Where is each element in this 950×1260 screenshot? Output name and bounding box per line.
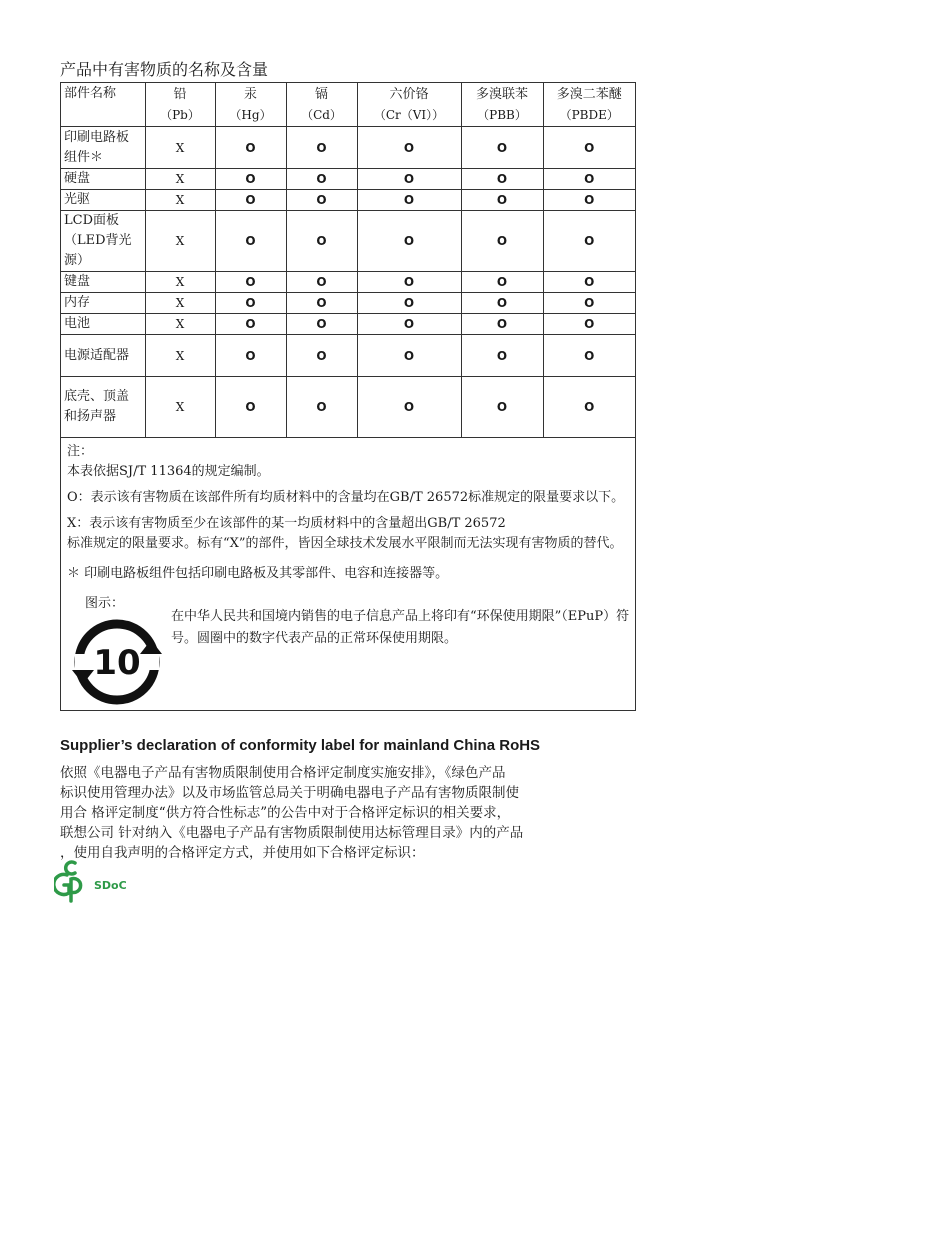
table-row: [61, 314, 635, 335]
value-cell: X: [145, 377, 215, 438]
column-header-pbb: [461, 83, 543, 127]
notes-x-meaning-line2: 标准规定的限量要求。标有“X”的部件，皆因全球技术发展水平限制而无法实现有害物质的替代。: [67, 536, 623, 551]
value-cell: O: [461, 127, 543, 169]
sdoc-logo-icon: [54, 858, 134, 904]
column-symbol: （Hg）: [229, 107, 272, 122]
notes-o-meaning: O：表示该有害物质在该部件所有均质材料中的含量均在GB/T 26572标准规定的限量要求以下。: [67, 490, 625, 505]
value-cell: X: [145, 127, 215, 169]
table-row: [61, 127, 635, 169]
value-cell: O: [286, 314, 357, 335]
supplier-line: 用合 格评定制度“供方符合性标志”的公告中对于合格评定标识的相关要求，: [60, 805, 511, 821]
value-cell: O: [357, 169, 461, 190]
value-cell: O: [286, 211, 357, 272]
hazardous-substance-table: [61, 83, 635, 437]
value-cell: O: [543, 272, 635, 293]
value-cell: O: [461, 335, 543, 377]
value-cell: O: [543, 377, 635, 438]
value-cell: O: [215, 314, 286, 335]
column-name: 六价铬: [389, 86, 429, 102]
value-cell: O: [357, 335, 461, 377]
rohs-frame: [60, 82, 636, 711]
value-cell: O: [357, 211, 461, 272]
table-title: 产品中有害物质的名称及含量: [60, 60, 269, 79]
value-cell: O: [357, 190, 461, 211]
component-name: 光驱: [61, 190, 145, 211]
column-header-hg: [215, 83, 286, 127]
value-cell: O: [357, 377, 461, 438]
value-cell: O: [543, 169, 635, 190]
column-symbol: （Cr（VI））: [373, 107, 445, 122]
component-name: 印刷电路板组件＊: [61, 127, 145, 169]
column-name: 铅: [173, 86, 187, 102]
epup-arrow-right: [140, 640, 162, 654]
column-header-cd: [286, 83, 357, 127]
value-cell: O: [357, 314, 461, 335]
table-header-row: [61, 83, 635, 127]
rohs-section: [60, 58, 636, 711]
component-name: 底壳、顶盖和扬声器: [61, 377, 145, 438]
value-cell: O: [461, 272, 543, 293]
sdoc-p-stroke: [71, 879, 81, 902]
component-name: 电源适配器: [61, 335, 145, 377]
column-symbol: （Pb）: [160, 107, 200, 122]
value-cell: O: [461, 293, 543, 314]
component-name: LCD面板（LED背光源）: [61, 211, 145, 272]
component-name: 键盘: [61, 272, 145, 293]
notes-section: [61, 437, 635, 710]
table-row: [61, 211, 635, 272]
value-cell: X: [145, 211, 215, 272]
value-cell: X: [145, 190, 215, 211]
component-header: 部件名称: [61, 83, 145, 127]
column-name: 多溴联苯: [475, 86, 528, 102]
value-cell: O: [461, 211, 543, 272]
column-name: 镉: [314, 86, 328, 102]
value-cell: X: [145, 314, 215, 335]
supplier-heading: Supplier’s declaration of conformity label for mainland China RoHS: [60, 737, 541, 754]
column-header-pbde: [543, 83, 635, 127]
value-cell: O: [286, 293, 357, 314]
value-cell: O: [357, 293, 461, 314]
value-cell: O: [461, 190, 543, 211]
column-symbol: （Cd）: [301, 107, 342, 122]
value-cell: O: [215, 211, 286, 272]
notes-standard: 本表依据SJ/T 11364的规定编制。: [67, 464, 270, 479]
sdoc-c-stroke: [66, 862, 75, 874]
epup-number: 10: [93, 643, 141, 683]
table-row: [61, 272, 635, 293]
value-cell: O: [543, 293, 635, 314]
value-cell: O: [461, 314, 543, 335]
value-cell: X: [145, 169, 215, 190]
supplier-line: ，使用自我声明的合格评定方式，并使用如下合格评定标识：: [60, 845, 425, 861]
value-cell: O: [215, 335, 286, 377]
value-cell: O: [286, 335, 357, 377]
sdoc-mark: [54, 862, 81, 901]
figure-label: 图示：: [85, 596, 125, 611]
supplier-section: [60, 735, 620, 863]
value-cell: O: [357, 272, 461, 293]
table-row: [61, 377, 635, 438]
table-row: [61, 293, 635, 314]
value-cell: X: [145, 272, 215, 293]
value-cell: X: [145, 293, 215, 314]
value-cell: O: [215, 272, 286, 293]
value-cell: O: [215, 169, 286, 190]
sdoc-text: SDoC: [94, 879, 127, 892]
supplier-line: 依照《电器电子产品有害物质限制使用合格评定制度实施安排》，《绿色产品: [60, 765, 506, 781]
notes-x-meaning-line1: X：表示该有害物质至少在该部件的某一均质材料中的含量超出GB/T 26572: [67, 516, 506, 531]
column-symbol: （PBB）: [477, 107, 527, 122]
column-header-pb: [145, 83, 215, 127]
value-cell: O: [543, 127, 635, 169]
epup-figure: [67, 594, 629, 702]
table-row: [61, 190, 635, 211]
value-cell: O: [543, 190, 635, 211]
value-cell: O: [286, 127, 357, 169]
value-cell: O: [215, 127, 286, 169]
value-cell: O: [286, 377, 357, 438]
value-cell: O: [286, 169, 357, 190]
sdoc-g-stroke: [54, 874, 69, 894]
value-cell: O: [543, 314, 635, 335]
value-cell: O: [357, 127, 461, 169]
value-cell: O: [215, 293, 286, 314]
component-name: 内存: [61, 293, 145, 314]
value-cell: O: [461, 377, 543, 438]
table-row: [61, 169, 635, 190]
component-name: 电池: [61, 314, 145, 335]
column-name: 多溴二苯醚: [556, 86, 622, 102]
value-cell: O: [461, 169, 543, 190]
column-symbol: （PBDE）: [559, 107, 619, 122]
value-cell: O: [543, 211, 635, 272]
component-name: 硬盘: [61, 169, 145, 190]
value-cell: O: [215, 377, 286, 438]
value-cell: O: [543, 335, 635, 377]
value-cell: O: [215, 190, 286, 211]
value-cell: O: [286, 190, 357, 211]
epup-arrow-left: [72, 670, 94, 684]
notes-pcba: ＊ 印刷电路板组件包括印刷电路板及其零部件、电容和连接器等。: [67, 566, 449, 581]
value-cell: O: [286, 272, 357, 293]
supplier-line: 标识使用管理办法》以及市场监管总局关于明确电器电子产品有害物质限制使: [60, 785, 519, 801]
table-row: [61, 335, 635, 377]
column-name: 汞: [243, 86, 257, 102]
supplier-line: 联想公司 针对纳入《电器电子产品有害物质限制使用达标管理目录》内的产品: [60, 825, 524, 841]
epup-10-icon: [71, 616, 163, 708]
notes-heading: 注：: [67, 444, 94, 459]
figure-text: 在中华人民共和国境内销售的电子信息产品上将印有“环保使用期限”（EPuP）符号。圆圈中的数字代表产品的正常环保使用期限。: [171, 609, 630, 646]
column-header-cr6: [357, 83, 461, 127]
value-cell: X: [145, 335, 215, 377]
